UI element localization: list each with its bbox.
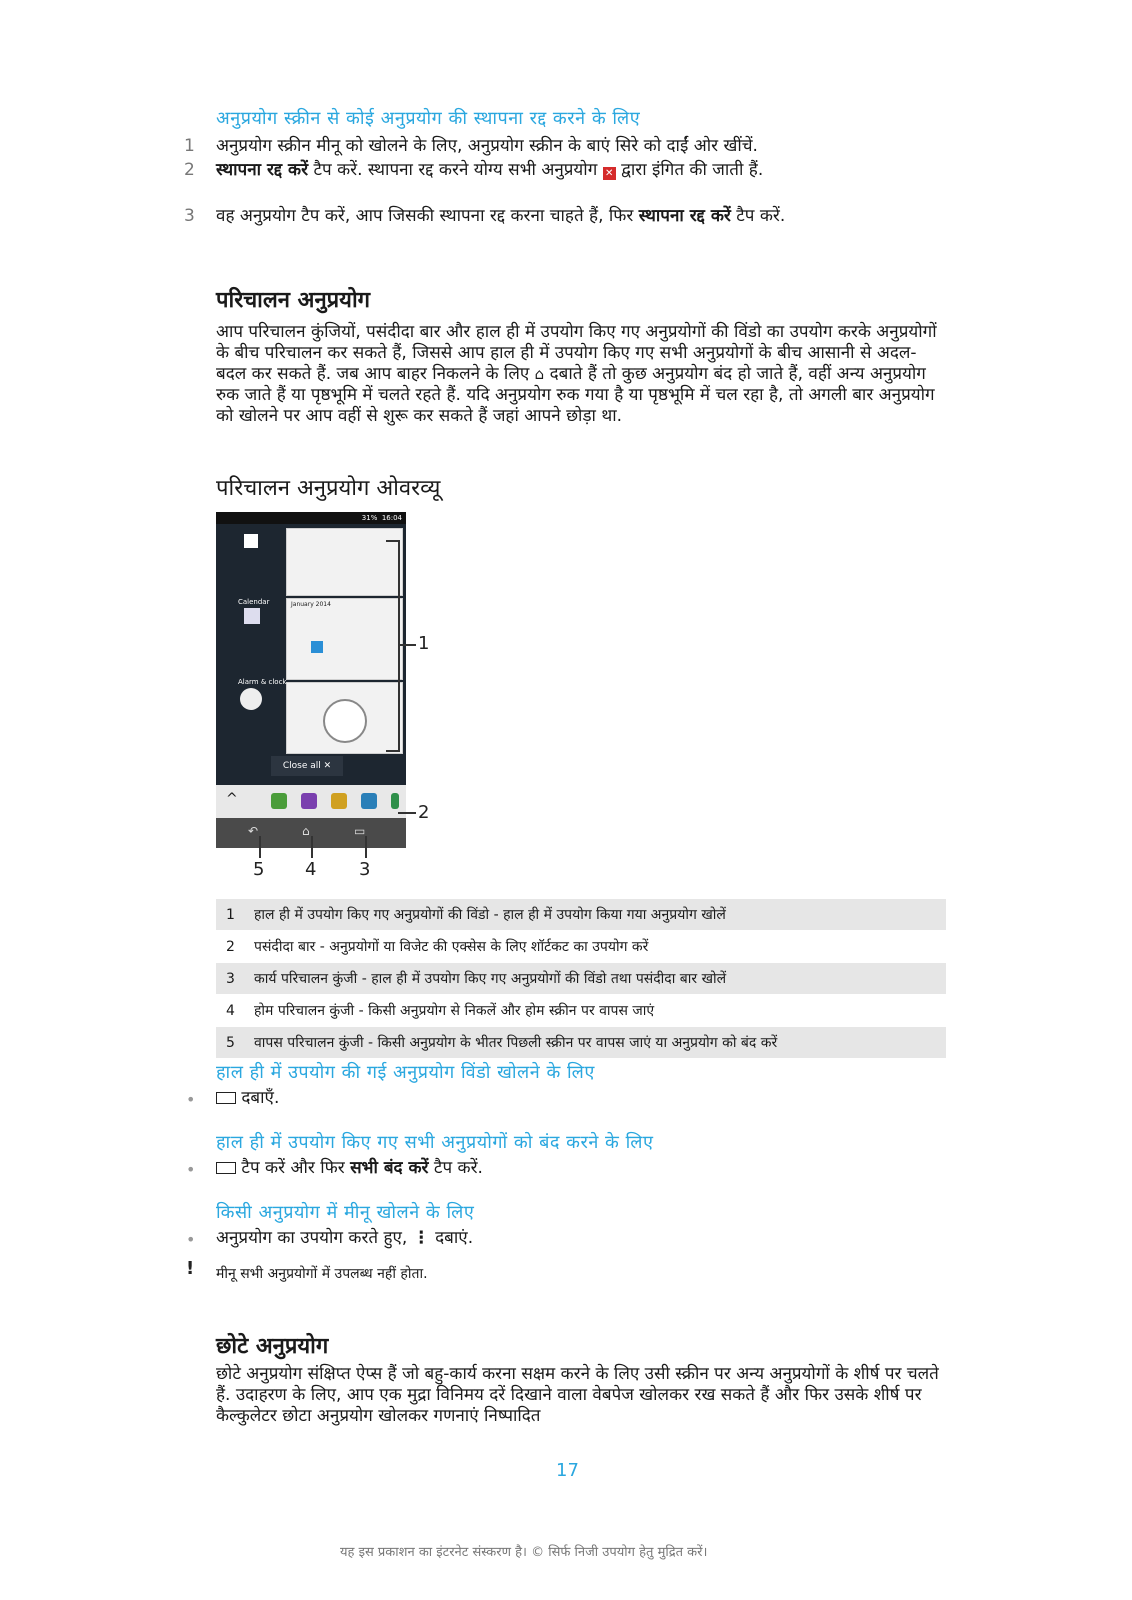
howto-closeall-text: टैप करें और फिर सभी बंद करें टैप करें. [216, 1158, 483, 1179]
section-title-small-apps: छोटे अनुप्रयोग [216, 1334, 329, 1359]
callout-line [398, 644, 416, 646]
table-row: 2 पसंदीदा बार - अनुप्रयोगों या विजेट की एक्सेस के लिए शॉर्टकट का उपयोग करें [226, 938, 649, 955]
note-text: मीनू सभी अनुप्रयोगों में उपलब्ध नहीं होता. [216, 1266, 428, 1282]
callout-bracket [386, 540, 400, 752]
callout-2: 2 [418, 802, 430, 823]
table-row: 3 कार्य परिचालन कुंजी - हाल ही में उपयोग किए गए अनुप्रयोगों की विंडो तथा पसंदीदा बार खोलें [216, 963, 946, 994]
legend-table [216, 899, 946, 1059]
callout-1: 1 [418, 633, 430, 654]
app-icon[interactable] [361, 793, 377, 809]
uninstall-bold: स्थापना रद्द करें [216, 160, 309, 180]
close-all-button[interactable]: Close all ✕ [271, 756, 343, 776]
contact-icon [244, 534, 258, 548]
callout-4: 4 [305, 859, 317, 880]
navigation-paragraph: आप परिचालन कुंजियों, पसंदीदा बार और हाल ही में उपयोग किए गए अनुप्रयोगों की विंडो का उपयोग करके अनुप्रयोगों के बीच परिचालन कर सकते हैं, जिससे आप हाल ही में उपयोग किए गए सभी अनुप्रयोगों के बीच आसानी से अदल-बदल कर सकते हैं. जब आप बाहर निकलने के लिए ⌂ दबाते हैं तो कुछ अनुप्रयोग बंद हो जाते हैं, वहीं अन्य अनुप्रयोग रुक जाते हैं या पृष्ठभूमि में चलते रहते हैं. यदि अनुप्रयोग रुक गया है या पृष्ठभूमि में चल रहा है, तो अगली बार अनुप्रयोग को खोलने पर आप वहीं से शुरू कर सकते हैं जहां आपने छोड़ा था. [216, 322, 937, 426]
callout-line [259, 836, 261, 858]
app-icon[interactable] [391, 793, 399, 809]
favorites-bar [216, 785, 406, 818]
note-icon: ! [186, 1258, 195, 1279]
uninstall-x-icon: ✕ [603, 167, 616, 180]
recent-apps-icon [216, 1092, 236, 1104]
overview-title: परिचालन अनुप्रयोग ओवरव्यू [216, 476, 441, 501]
calendar-month: January 2014 [291, 601, 331, 608]
page-number: 17 [556, 1460, 579, 1481]
howto-recent-text: दबाएँ. [216, 1088, 279, 1109]
table-row: 5 वापस परिचालन कुंजी - किसी अनुप्रयोग के भीतर पिछली स्क्रीन पर वापस जाएं या अनुप्रयोग को बंद करें [216, 1027, 946, 1058]
bullet: • [186, 1230, 196, 1249]
menu-dots-icon: ⋮ [412, 1228, 430, 1248]
home-key-icon[interactable]: ⌂ [302, 824, 310, 838]
chevron-up-icon[interactable]: ^ [226, 791, 238, 807]
app-icon[interactable] [301, 793, 317, 809]
label-calendar: Calendar [238, 598, 270, 606]
table-row: 1 हाल ही में उपयोग किए गए अनुप्रयोगों की विंडो - हाल ही में उपयोग किया गया अनुप्रयोग खोलें [216, 899, 946, 930]
howto-menu-heading: किसी अनुप्रयोग में मीनू खोलने के लिए [216, 1202, 475, 1223]
step-number: 3 [184, 206, 195, 226]
alarm-clock-icon [240, 688, 262, 710]
callout-line [365, 836, 367, 858]
app-icon[interactable] [331, 793, 347, 809]
status-bar: 31% 16:04 [216, 512, 406, 524]
uninstall-heading: अनुप्रयोग स्क्रीन से कोई अनुप्रयोग की स्थापना रद्द करने के लिए [216, 108, 641, 129]
callout-5: 5 [253, 859, 265, 880]
howto-menu-text: अनुप्रयोग का उपयोग करते हुए, ⋮ दबाएं. [216, 1228, 474, 1248]
howto-recent-heading: हाल ही में उपयोग की गई अनुप्रयोग विंडो खोलने के लिए [216, 1062, 595, 1083]
callout-line [311, 836, 313, 858]
step-number: 1 [184, 136, 195, 156]
home-icon: ⌂ [534, 365, 545, 383]
clock-face-icon [323, 699, 367, 743]
small-apps-paragraph: छोटे अनुप्रयोग संक्षिप्त ऐप्स हैं जो बहु-कार्य करना सक्षम करने के लिए उसी स्क्रीन पर अन्य अनुप्रयोगों के शीर्ष पर चलते हैं. उदाहरण के लिए, आप एक मुद्रा विनिमय दरें दिखाने वाला वेबपेज खोलकर रख सकते हैं और फिर उसके शीर्ष पर कैल्कुलेटर छोटा अनुप्रयोग खोलकर गणनाएं निष्पादित [216, 1364, 939, 1426]
bullet: • [186, 1160, 196, 1179]
calendar-selected-day [311, 641, 323, 653]
step-text: वह अनुप्रयोग टैप करें, आप जिसकी स्थापना रद्द करना चाहते हैं, फिर स्थापना रद्द करें टैप करें. [216, 206, 786, 226]
phone-screenshot [216, 512, 406, 848]
calendar-icon [244, 608, 260, 624]
section-title-navigation: परिचालन अनुप्रयोग [216, 288, 371, 313]
step-text: स्थापना रद्द करें टैप करें. स्थापना रद्द करने योग्य सभी अनुप्रयोग ✕ द्वारा इंगित की जाती हैं. [216, 160, 764, 180]
label-alarm-clock: Alarm & clock [238, 678, 287, 686]
footer-notice: यह इस प्रकाशन का इंटरनेट संस्करण है। © सिर्फ निजी उपयोग हेतु मुद्रित करें। [340, 1545, 708, 1560]
app-icon[interactable] [271, 793, 287, 809]
back-icon[interactable]: ↶ [248, 824, 259, 838]
table-row: 4 होम परिचालन कुंजी - किसी अनुप्रयोग से निकलें और होम स्क्रीन पर वापस जाएं [226, 1002, 655, 1019]
callout-3: 3 [359, 859, 371, 880]
bullet: • [186, 1090, 196, 1109]
step-number: 2 [184, 160, 195, 180]
howto-closeall-heading: हाल ही में उपयोग किए गए सभी अनुप्रयोगों को बंद करने के लिए [216, 1132, 654, 1153]
callout-line [398, 812, 416, 814]
recent-apps-icon[interactable]: ▭ [354, 824, 366, 838]
step-text: अनुप्रयोग स्क्रीन मीनू को खोलने के लिए, अनुप्रयोग स्क्रीन के बाएं सिरे को दाईं ओर खींचें. [216, 136, 758, 156]
recent-apps-icon [216, 1162, 236, 1174]
